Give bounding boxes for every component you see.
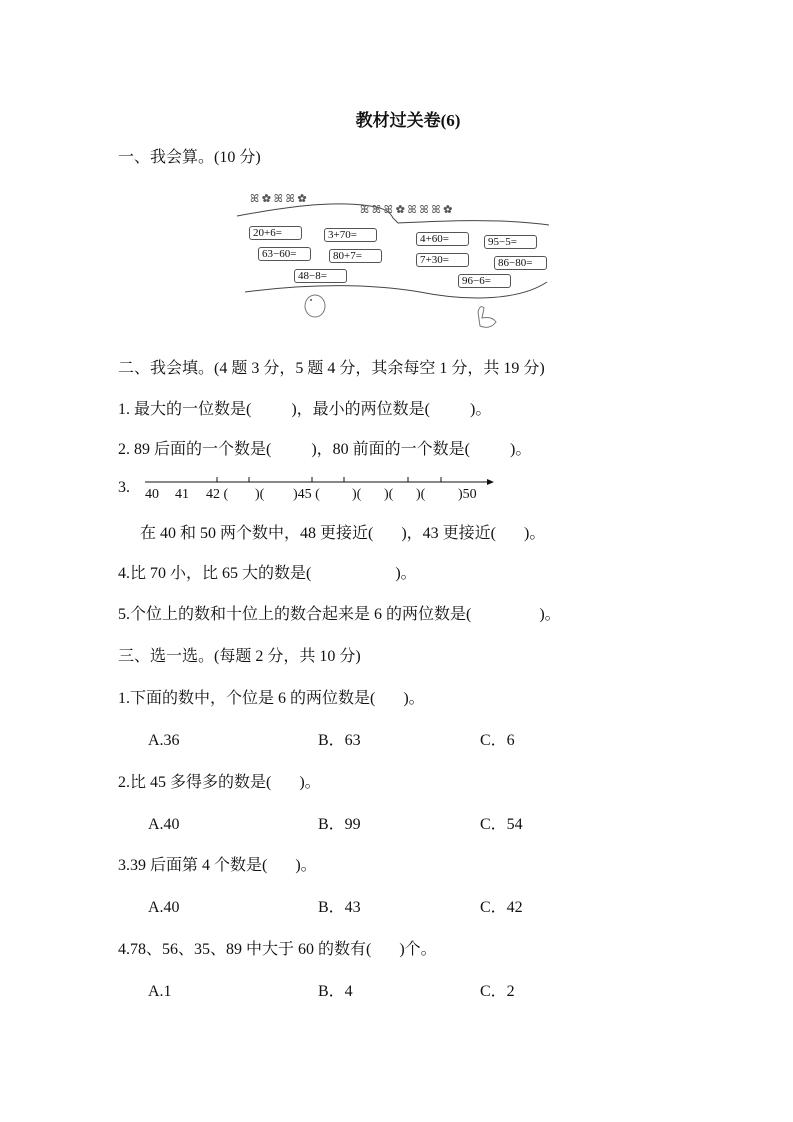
option-a: A.40 <box>148 899 180 916</box>
section2-heading: 二、我会填。(4 题 3 分，5 题 4 分，其余每空 1 分，共 19 分) <box>118 360 545 377</box>
question-2-4: 4.比 70 小，比 65 大的数是( )。 <box>118 565 417 582</box>
problem-box: 95−5= <box>484 235 537 249</box>
problem-box: 96−6= <box>458 274 511 288</box>
problem-box: 63−60= <box>258 247 311 261</box>
option-c: C．6 <box>480 732 515 749</box>
question-3-1: 1.下面的数中，个位是 6 的两位数是( )。 <box>118 690 425 707</box>
question-3-3: 3.39 后面第 4 个数是( )。 <box>118 857 317 874</box>
number-line-label: 42 ( <box>206 487 229 502</box>
option-a: A.1 <box>148 983 172 1000</box>
problem-box: 48−8= <box>294 269 347 283</box>
option-a: A.36 <box>148 732 180 749</box>
number-line-label: )50 <box>458 487 477 502</box>
option-b: B．99 <box>318 816 361 833</box>
option-b: B．43 <box>318 899 361 916</box>
svg-text:ꕤ ✿ ꕤ ꕤ ✿: ꕤ ✿ ꕤ ꕤ ✿ <box>250 193 307 205</box>
svg-text:ꕤ ꕤ ꕤ ✿ ꕤ ꕤ ꕤ ✿: ꕤ ꕤ ꕤ ✿ ꕤ ꕤ ꕤ ✿ <box>360 204 453 216</box>
number-line-label: )( <box>352 487 362 502</box>
question-2-3-label: 3. <box>118 479 130 496</box>
option-c: C．54 <box>480 816 523 833</box>
page-title: 教材过关卷(6) <box>355 111 461 130</box>
number-line-label: 40 <box>145 487 159 502</box>
problem-box: 4+60= <box>416 232 469 246</box>
question-2-5: 5.个位上的数和十位上的数合起来是 6 的两位数是( )。 <box>118 606 561 623</box>
problem-box: 3+70= <box>324 228 377 242</box>
problem-box: 86−80= <box>494 256 547 270</box>
number-line-label: )( <box>416 487 426 502</box>
question-2-3-text: 在 40 和 50 两个数中，48 更接近( )，43 更接近( )。 <box>140 525 546 542</box>
problem-box: 7+30= <box>416 253 469 267</box>
number-line-label: )45 ( <box>293 487 320 502</box>
number-line <box>0 0 793 500</box>
question-3-4: 4.78、56、35、89 中大于 60 的数有( )个。 <box>118 941 437 958</box>
question-2-2: 2. 89 后面的一个数是( )，80 前面的一个数是( )。 <box>118 441 532 458</box>
number-line-label: 41 <box>175 487 189 502</box>
question-2-1: 1. 最大的一位数是( )，最小的两位数是( )。 <box>118 401 492 418</box>
section1-heading: 一、我会算。(10 分) <box>118 149 261 166</box>
option-a: A.40 <box>148 816 180 833</box>
option-b: B．63 <box>318 732 361 749</box>
problem-box: 20+6= <box>249 226 302 240</box>
question-3-2: 2.比 45 多得多的数是( )。 <box>118 774 321 791</box>
option-c: C．42 <box>480 899 523 916</box>
section3-heading: 三、选一选。(每题 2 分，共 10 分) <box>118 648 361 665</box>
option-b: B．4 <box>318 983 353 1000</box>
problem-box: 80+7= <box>329 249 382 263</box>
number-line-label: )( <box>384 487 394 502</box>
number-line-label: )( <box>255 487 265 502</box>
option-c: C．2 <box>480 983 515 1000</box>
